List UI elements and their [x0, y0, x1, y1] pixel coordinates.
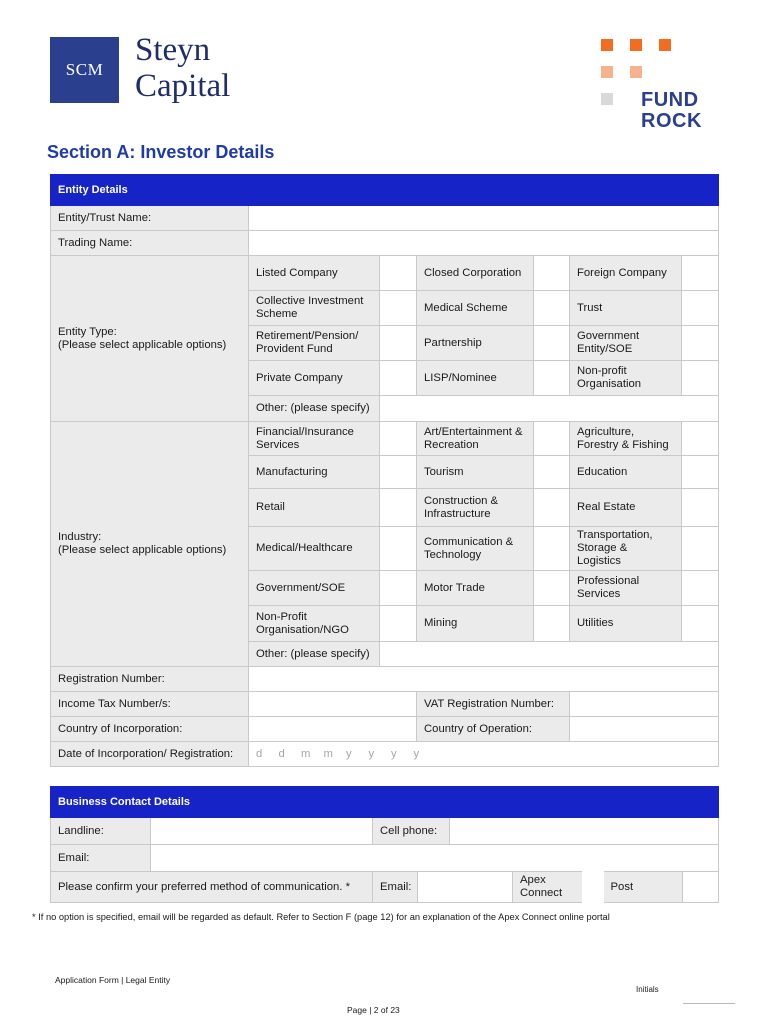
industry-checkbox[interactable]	[534, 527, 570, 571]
industry-option: Retail	[249, 489, 380, 527]
cell-phone-label: Cell phone:	[373, 818, 450, 845]
industry-option: Financial/Insurance Services	[249, 422, 380, 456]
date-digit: y	[391, 747, 397, 760]
industry-checkbox[interactable]	[682, 571, 719, 606]
date-incorporation-label: Date of Incorporation/ Registration:	[51, 742, 249, 767]
initials-line[interactable]	[683, 1003, 735, 1004]
method-post-checkbox[interactable]	[683, 872, 719, 903]
industry-checkbox[interactable]	[534, 571, 570, 606]
industry-other-input[interactable]	[380, 642, 719, 667]
entity-type-option: Government Entity/SOE	[570, 326, 682, 361]
entity-type-checkbox[interactable]	[380, 291, 417, 326]
trading-name-input[interactable]	[249, 231, 719, 256]
industry-option: Education	[570, 456, 682, 489]
fund-text: FUND	[641, 89, 699, 111]
entity-type-option: Foreign Company	[570, 256, 682, 291]
industry-other-label: Other: (please specify)	[249, 642, 380, 667]
industry-option: Medical/Healthcare	[249, 527, 380, 571]
vat-registration-label: VAT Registration Number:	[417, 692, 570, 717]
entity-type-option: Partnership	[417, 326, 534, 361]
entity-type-checkbox[interactable]	[534, 361, 570, 396]
industry-label-line1: Industry:	[58, 531, 102, 543]
industry-option: Construction & Infrastructure	[417, 489, 534, 527]
industry-label	[51, 422, 249, 667]
entity-type-checkbox[interactable]	[534, 291, 570, 326]
industry-label-line2: (Please select applicable options)	[58, 544, 227, 556]
entity-type-other-label: Other: (please specify)	[249, 396, 380, 422]
method-option-email: Email:	[373, 872, 418, 903]
industry-option: Transportation, Storage & Logistics	[570, 527, 682, 571]
entity-type-option: Retirement/Pension/ Provident Fund	[249, 326, 380, 361]
industry-option: Professional Services	[570, 571, 682, 606]
industry-checkbox[interactable]	[380, 456, 417, 489]
entity-type-other-input[interactable]	[380, 396, 719, 422]
method-option-apex: Apex Connect	[513, 872, 593, 903]
entity-type-option: Medical Scheme	[417, 291, 534, 326]
income-tax-label: Income Tax Number/s:	[51, 692, 249, 717]
logo-line-1: Steyn	[135, 32, 211, 68]
industry-checkbox[interactable]	[380, 489, 417, 527]
date-digit: m	[323, 747, 333, 760]
business-contact-table	[50, 786, 719, 903]
rock-text: ROCK	[641, 110, 702, 132]
entity-type-option: Trust	[570, 291, 682, 326]
entity-type-option: LISP/Nominee	[417, 361, 534, 396]
entity-type-checkbox[interactable]	[682, 291, 719, 326]
cell-phone-input[interactable]	[450, 818, 719, 845]
industry-checkbox[interactable]	[534, 606, 570, 642]
industry-checkbox[interactable]	[380, 571, 417, 606]
date-digit: y	[346, 747, 352, 760]
industry-checkbox[interactable]	[534, 456, 570, 489]
industry-option: Non-Profit Organisation/NGO	[249, 606, 380, 642]
entity-type-checkbox[interactable]	[380, 256, 417, 291]
industry-option: Communication & Technology	[417, 527, 534, 571]
date-digit: y	[368, 747, 375, 760]
entity-type-option: Closed Corporation	[417, 256, 534, 291]
registration-number-input[interactable]	[249, 667, 719, 692]
vat-registration-input[interactable]	[570, 692, 719, 717]
industry-option: Motor Trade	[417, 571, 534, 606]
scm-logo-mark: SCM	[50, 37, 119, 103]
date-digit: y	[413, 747, 420, 760]
trading-name-label: Trading Name:	[51, 231, 249, 256]
industry-checkbox[interactable]	[534, 489, 570, 527]
page-number: Page | 2 of 23	[347, 1005, 400, 1015]
country-incorporation-label: Country of Incorporation:	[51, 717, 249, 742]
country-operation-input[interactable]	[570, 717, 719, 742]
entity-type-label-line2: (Please select applicable options)	[58, 338, 227, 351]
industry-checkbox[interactable]	[682, 489, 719, 527]
landline-input[interactable]	[151, 818, 373, 845]
date-digit: d	[278, 747, 285, 760]
entity-details-header: Entity Details	[51, 175, 719, 206]
footer-form-name: Application Form | Legal Entity	[55, 975, 171, 985]
entity-type-checkbox[interactable]	[534, 256, 570, 291]
entity-type-checkbox[interactable]	[380, 361, 417, 396]
industry-checkbox[interactable]	[682, 606, 719, 642]
entity-type-label-line1: Entity Type:	[58, 325, 117, 338]
entity-type-checkbox[interactable]	[682, 256, 719, 291]
entity-type-checkbox[interactable]	[682, 361, 719, 396]
entity-type-checkbox[interactable]	[380, 326, 417, 361]
industry-option: Art/Entertainment & Recreation	[417, 422, 534, 456]
entity-type-option: Non-profit Organisation	[570, 361, 682, 396]
logo-line-2: Capital	[135, 68, 231, 104]
industry-option: Mining	[417, 606, 534, 642]
business-contact-header: Business Contact Details	[51, 787, 719, 818]
date-digit: d	[256, 747, 263, 760]
industry-checkbox[interactable]	[380, 422, 417, 456]
fundrock-logo-text	[641, 90, 702, 132]
industry-option: Utilities	[570, 606, 682, 642]
entity-details-table	[50, 174, 719, 767]
email-label: Email:	[51, 845, 151, 872]
footer-initials-label: Initials	[636, 985, 659, 994]
entity-type-option: Private Company	[249, 361, 380, 396]
country-incorporation-input[interactable]	[249, 717, 417, 742]
industry-checkbox[interactable]	[682, 422, 719, 456]
income-tax-input[interactable]	[249, 692, 417, 717]
entity-type-option: Listed Company	[249, 256, 380, 291]
communication-method-label: Please confirm your preferred method of communication. *	[51, 872, 373, 903]
entity-name-label: Entity/Trust Name:	[51, 206, 249, 231]
entity-type-checkbox[interactable]	[534, 326, 570, 361]
industry-checkbox[interactable]	[380, 606, 417, 642]
section-title: Section A: Investor Details	[47, 142, 275, 162]
method-email-checkbox[interactable]	[418, 872, 513, 903]
country-operation-label: Country of Operation:	[417, 717, 570, 742]
industry-option: Tourism	[417, 456, 534, 489]
registration-number-label: Registration Number:	[51, 667, 249, 692]
steyn-capital-logo-text	[135, 32, 230, 104]
industry-checkbox[interactable]	[682, 456, 719, 489]
entity-type-label	[51, 256, 249, 422]
footnote: * If no option is specified, email will be regarded as default. Refer to Section F (page 12) for an explanation of the Apex Connect online portal	[32, 912, 610, 922]
industry-checkbox[interactable]	[380, 527, 417, 571]
date-digit: m	[301, 747, 311, 760]
industry-option: Real Estate	[570, 489, 682, 527]
entity-type-checkbox[interactable]	[682, 326, 719, 361]
email-input[interactable]	[151, 845, 719, 872]
industry-option: Manufacturing	[249, 456, 380, 489]
industry-checkbox[interactable]	[682, 527, 719, 571]
landline-label: Landline:	[51, 818, 151, 845]
date-incorporation-input[interactable]	[249, 742, 719, 767]
industry-option: Agriculture, Forestry & Fishing	[570, 422, 682, 456]
industry-option: Government/SOE	[249, 571, 380, 606]
entity-name-input[interactable]	[249, 206, 719, 231]
method-option-post: Post	[593, 872, 683, 903]
industry-checkbox[interactable]	[534, 422, 570, 456]
entity-type-option: Collective Investment Scheme	[249, 291, 380, 326]
